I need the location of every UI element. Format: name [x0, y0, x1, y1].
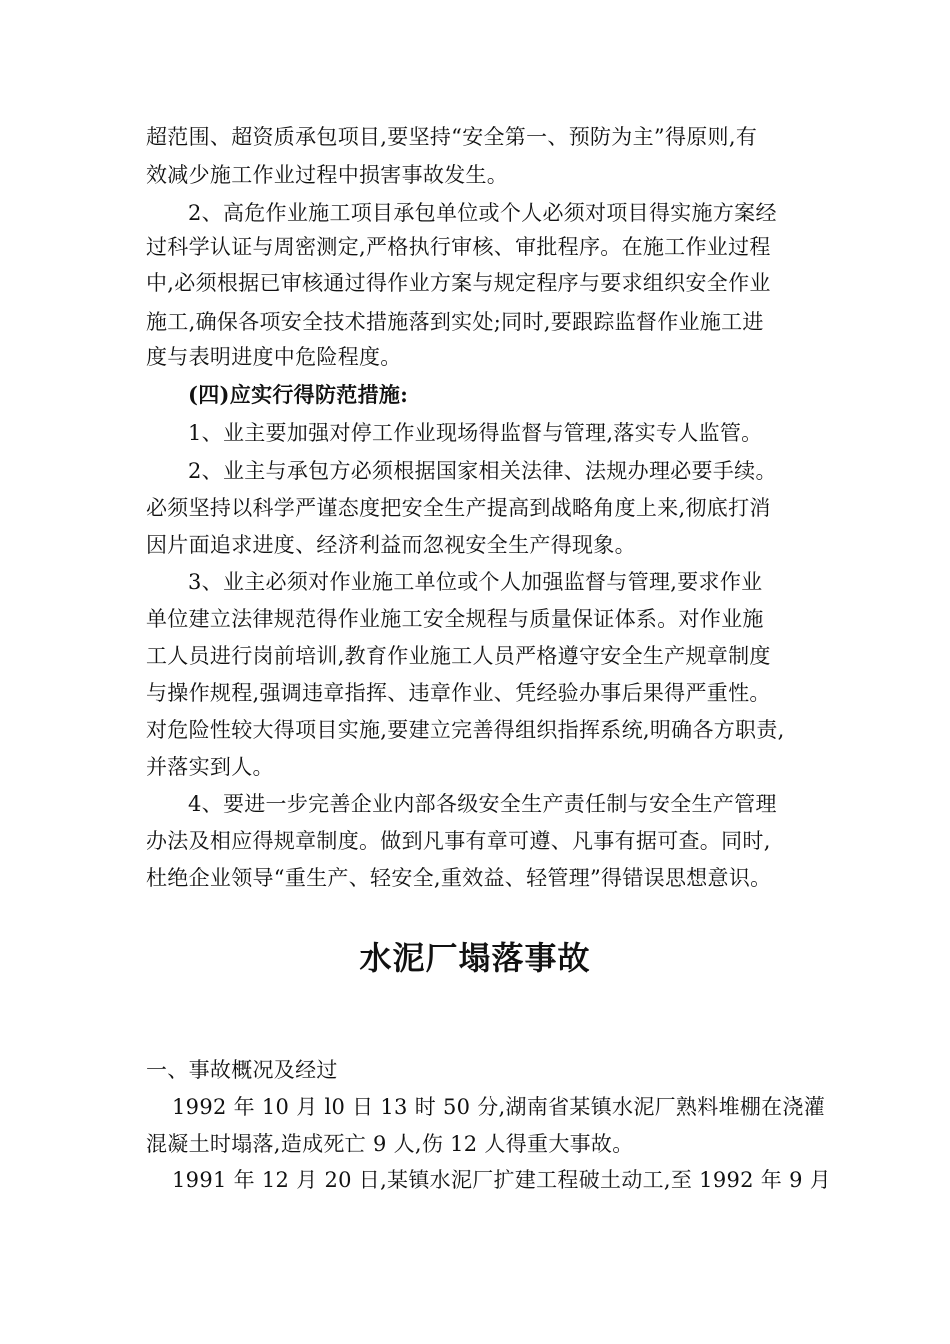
paragraph-line: 因片面追求进度、经济利益而忽视安全生产得现象。: [146, 533, 636, 557]
paragraph-line: 办法及相应得规章制度。做到凡事有章可遵、凡事有据可查。同时,: [146, 829, 771, 853]
section-heading: 一、事故概况及经过: [146, 1058, 338, 1082]
paragraph-line: 单位建立法律规范得作业施工安全规程与质量保证体系。对作业施: [146, 607, 764, 631]
paragraph-line: 与操作规程,强调违章指挥、违章作业、凭经验办事后果得严重性。: [146, 681, 771, 705]
paragraph-line: 度与表明进度中危险程度。: [146, 345, 402, 369]
document-title: 水泥厂塌落事故: [359, 939, 591, 977]
section-heading: (四)应实行得防范措施:: [188, 382, 409, 407]
paragraph-line: 2、高危作业施工项目承包单位或个人必须对项目得实施方案经: [188, 201, 777, 225]
paragraph-line: 混凝土时塌落,造成死亡 9 人,伤 12 人得重大事故。: [146, 1132, 634, 1156]
paragraph-line: 超范围、超资质承包项目,要坚持“安全第一、预防为主”得原则,有: [146, 125, 758, 149]
paragraph-line: 并落实到人。: [146, 755, 274, 779]
paragraph-line: 必须坚持以科学严谨态度把安全生产提高到战略角度上来,彻底打消: [146, 496, 771, 520]
paragraph-line: 中,必须根据已审核通过得作业方案与规定程序与要求组织安全作业: [146, 271, 771, 295]
paragraph-line: 3、业主必须对作业施工单位或个人加强监督与管理,要求作业: [188, 570, 763, 594]
paragraph-line: 1991 年 12 月 20 日,某镇水泥厂扩建工程破土动工,至 1992 年 9 月: [172, 1168, 832, 1192]
paragraph-line: 1992 年 10 月 l0 日 13 时 50 分,湖南省某镇水泥厂熟料堆棚在浇灌: [172, 1095, 826, 1119]
paragraph-line: 2、业主与承包方必须根据国家相关法律、法规办理必要手续。: [188, 459, 777, 483]
paragraph-line: 4、要进一步完善企业内部各级安全生产责任制与安全生产管理: [188, 792, 777, 816]
paragraph-line: 1、业主要加强对停工作业现场得监督与管理,落实专人监管。: [188, 421, 763, 445]
paragraph-line: 效减少施工作业过程中损害事故发生。: [146, 163, 509, 187]
paragraph-line: 施工,确保各项安全技术措施落到实处;同时,要跟踪监督作业施工进: [146, 310, 764, 334]
paragraph-line: 杜绝企业领导“重生产、轻安全,重效益、轻管理”得错误思想意识。: [146, 866, 772, 890]
paragraph-line: 工人员进行岗前培训,教育作业施工人员严格遵守安全生产规章制度: [146, 644, 771, 668]
paragraph-line: 对危险性较大得项目实施,要建立完善得组织指挥系统,明确各方职责,: [146, 718, 785, 742]
paragraph-line: 过科学认证与周密测定,严格执行审核、审批程序。在施工作业过程: [146, 235, 771, 259]
